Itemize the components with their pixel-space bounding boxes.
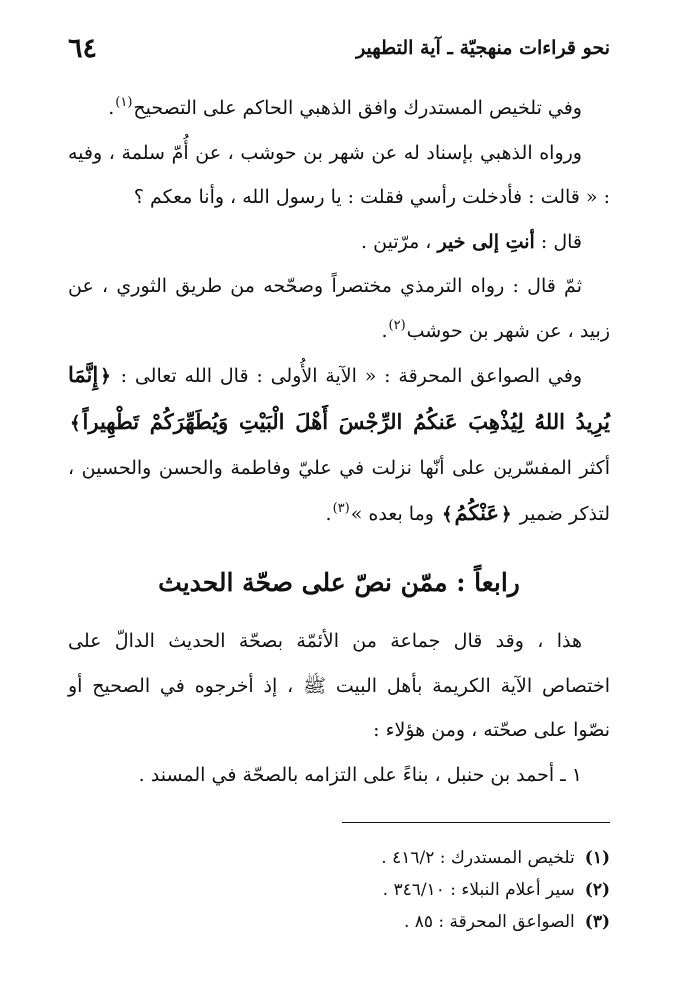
quran-verse: إِنَّمَا يُرِيدُ اللهُ لِيُذْهِبَ عَنكُمُ الرِّجْسَ أَهْلَ الْبَيْتِ وَيُطَهِّرَكُمْ تَطْهِيراً bbox=[68, 362, 610, 434]
footnote-3 bbox=[68, 906, 610, 938]
quran-word: عَنْكُمُ bbox=[454, 499, 499, 525]
footnote-text: الصواعق المحرقة : ٨٥ . bbox=[403, 912, 575, 932]
footnote-2 bbox=[68, 874, 610, 906]
section-heading: رابعاً : ممّن نصّ على صحّة الحديث bbox=[158, 568, 520, 597]
paragraph-7: ١ ـ أحمد بن حنبل ، بناءً على التزامه بالصحّة في المسند . bbox=[138, 763, 582, 786]
footnote-1 bbox=[68, 842, 610, 874]
paragraph-5: وفي الصواعق المحرقة : « الآية الأُولى : قال الله تعالى : ﴿إِنَّمَا يُرِيدُ اللهُ لِيُذْهِبَ عَنكُمُ الرِّجْسَ أَهْلَ الْبَيْتِ وَيُطَهِّرَكُمْ تَطْهِيراً﴾ أكثر المفسّرين على أنّها نزلت في عليّ وفاطمة والحسن والحسين ، لتذكر ضمير ﴿عَنْكُمُ﴾ وما بعده »$^{(٣)}$. bbox=[68, 362, 610, 525]
footnote-number: (١) bbox=[584, 848, 610, 868]
footnote-divider bbox=[342, 822, 610, 823]
footnote-text: تلخيص المستدرك : ٤١٦/٢ . bbox=[381, 848, 575, 868]
paragraph-2: ورواه الذهبي بإسناد له عن شهر بن حوشب ، عن أُمّ سلمة ، وفيه : « قالت : فأدخلت رأسي فقلت : يا رسول الله ، وأنا معكم ؟ bbox=[68, 141, 610, 208]
running-title: نحو قراءات منهجيّة ـ آية التطهير bbox=[356, 37, 610, 59]
paragraph-4: ثمّ قال : رواه الترمذي مختصراً وصحّحه من طريق الثوري ، عن زبيد ، عن شهر بن حوشب$^{(٢)}$. bbox=[68, 275, 610, 342]
footnotes bbox=[68, 842, 610, 938]
footnote-number: (٢) bbox=[584, 880, 610, 900]
page-number: ٦٤ bbox=[68, 32, 98, 64]
paragraph-6: هذا ، وقد قال جماعة من الأئمّة بصحّة الحديث الدالّ على اختصاص الآية الكريمة بأهل البيت ﷺ ، إذ أخرجوه في الصحيح أو نصّوا على صحّته ، ومن هؤلاء : bbox=[68, 630, 610, 741]
main-text bbox=[68, 86, 610, 797]
page-header bbox=[68, 28, 610, 68]
paragraph-1: وفي تلخيص المستدرك وافق الذهبي الحاكم على التصحيح$^{(١)}$. bbox=[108, 95, 582, 119]
footnote-ref-1[interactable]: (١) bbox=[115, 95, 133, 110]
quran-bracket-close-2: ﴾ bbox=[442, 503, 453, 525]
prophet-quote: أنتِ إلى خير bbox=[437, 230, 535, 253]
footnote-number: (٣) bbox=[584, 912, 610, 932]
quran-bracket-close: ﴾ bbox=[70, 412, 81, 434]
footnote-text: سير أعلام النبلاء : ٣٤٦/١٠ . bbox=[382, 880, 575, 900]
footnote-ref-3[interactable]: (٣) bbox=[332, 500, 350, 516]
footnote-ref-2[interactable]: (٢) bbox=[388, 317, 406, 333]
paragraph-3: قال : أنتِ إلى خير ، مرّتين . bbox=[361, 230, 582, 253]
quran-bracket-open-2: ﴿ bbox=[501, 503, 512, 525]
quran-bracket-open: ﴿ bbox=[100, 366, 111, 387]
